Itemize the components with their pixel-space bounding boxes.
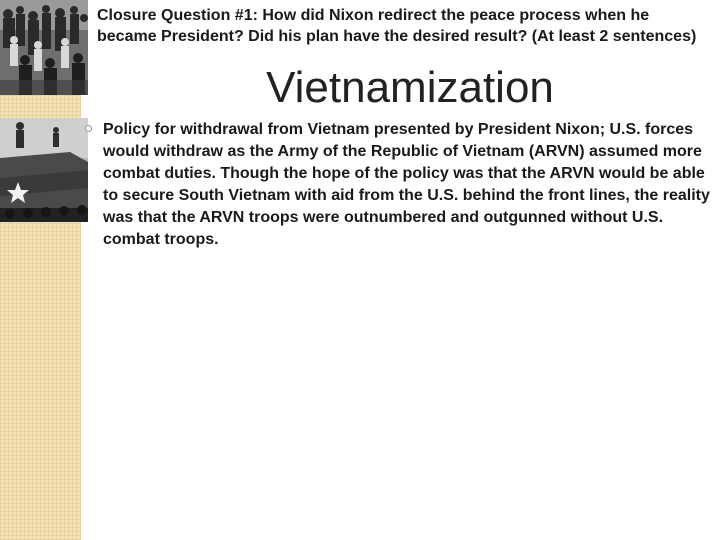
closure-question: Closure Question #1: How did Nixon redirect the peace process when he became President? Did his plan have the desired result? (At least 2 sentences): [97, 7, 697, 45]
bullet-text: Policy for withdrawal from Vietnam presented by President Nixon; U.S. forces would withdraw as the Army of the Republic of Vietnam (ARVN) assumed more combat duties. Though the hope of the policy was that the ARVN would be able to secure South Vietnam with aid from the U.S. behind the front lines, the reality was that the ARVN troops were outnumbered and outgunned without U.S. combat troops.: [103, 121, 710, 248]
bullet-list: [85, 119, 713, 251]
circle-bullet-icon: [85, 125, 92, 132]
list-item: [85, 119, 713, 251]
crowd-photo: [0, 0, 88, 95]
tank-photo: [0, 118, 88, 222]
page-title: Vietnamization: [266, 63, 554, 112]
